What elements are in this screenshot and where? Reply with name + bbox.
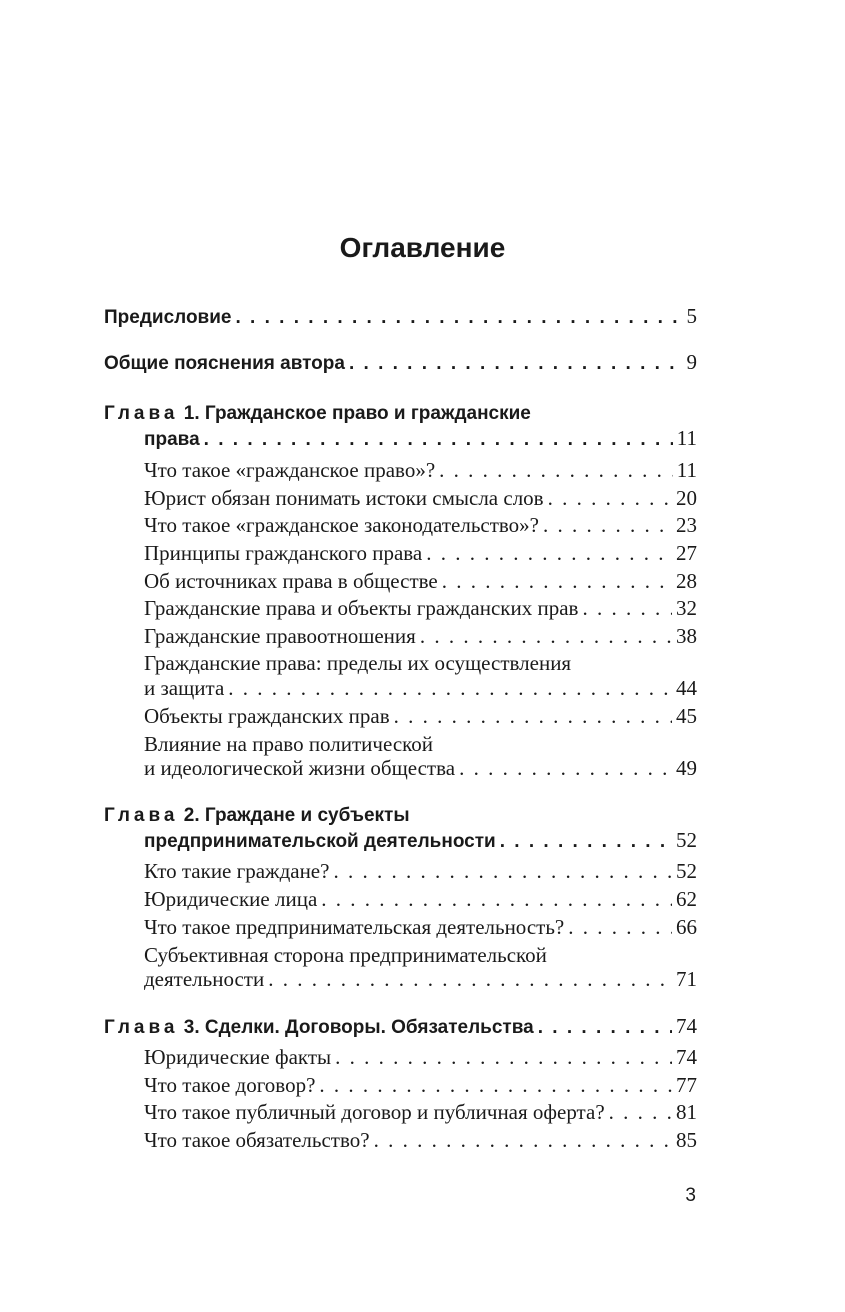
toc-entry-page: 28 (676, 569, 697, 593)
chapter-title-cont: права (144, 429, 200, 450)
toc-entry-title: Что такое обязательство? (144, 1128, 370, 1152)
toc-entry-title: Юрист обязан понимать истоки смысла слов (144, 486, 544, 510)
dot-leader (333, 857, 672, 885)
chapter-1-heading-cont[interactable] (144, 424, 697, 454)
toc-entry-page: 71 (676, 967, 697, 991)
toc-entry[interactable] (144, 1043, 697, 1071)
toc-entry-page: 85 (676, 1128, 697, 1152)
toc-entry-page: 74 (676, 1045, 697, 1069)
toc-entry-page: 9 (686, 350, 697, 374)
toc-entry[interactable] (144, 1126, 697, 1154)
chapter-title: Сделки. Договоры. Обязательства (204, 1017, 534, 1038)
toc-entry-title: Гражданские правоотношения (144, 624, 416, 648)
toc-entry-page: 81 (676, 1100, 697, 1124)
toc-entry[interactable] (144, 674, 697, 702)
dot-leader (374, 1126, 672, 1154)
toc-entry-title: Гражданские права и объекты гражданских прав (144, 596, 579, 620)
dot-leader (335, 1043, 672, 1071)
toc-entry-title: Что такое предпринимательская деятельность? (144, 915, 565, 939)
toc-entry[interactable] (144, 702, 697, 730)
toc-entry-title: Что такое «гражданское законодательство»? (144, 513, 539, 537)
toc-entry-line1[interactable]: Гражданские права: пределы их осуществления (144, 651, 572, 675)
toc-entry-page: 11 (676, 426, 697, 450)
toc-entry-title: Объекты гражданских прав (144, 704, 390, 728)
dot-leader (420, 622, 672, 650)
dot-leader (426, 539, 672, 567)
chapter-label: Глава (104, 1017, 179, 1038)
dot-leader (538, 1014, 672, 1042)
toc-entry-title: Что такое «гражданское право»? (144, 458, 436, 482)
toc-entry-page: 77 (676, 1073, 697, 1097)
chapter-number: 3. (183, 1017, 200, 1038)
dot-leader (268, 965, 672, 993)
dot-leader (349, 350, 681, 378)
chapter-label: Глава (104, 403, 179, 424)
toc-entry-title: Об источниках права в обществе (144, 569, 438, 593)
toc-entry-title: Предисловие (104, 307, 232, 328)
toc-entry[interactable] (144, 594, 697, 622)
chapter-2-heading-cont[interactable] (144, 826, 697, 856)
toc-entry-title: Общие пояснения автора (104, 353, 345, 374)
dot-leader (394, 702, 672, 730)
chapter-title: Гражданское право и гражданские (204, 403, 531, 424)
toc-entry-title: Юридические лица (144, 887, 318, 911)
dot-leader (548, 484, 672, 512)
toc-entry-title: и идеологической жизни общества (144, 756, 456, 780)
toc-entry-title: и защита (144, 676, 225, 700)
toc-entry-page: 45 (676, 704, 697, 728)
page-title: Оглавление (339, 232, 506, 263)
toc-entry-page: 74 (676, 1014, 697, 1038)
dot-leader (543, 511, 672, 539)
chapter-3-heading[interactable] (104, 1012, 697, 1042)
chapter-label: Глава (104, 805, 179, 826)
dot-leader (204, 426, 673, 454)
toc-entry-line1[interactable]: Субъективная сторона предпринимательской (144, 943, 547, 967)
toc-entry-title: деятельности (144, 967, 265, 991)
toc-entry-page: 66 (676, 915, 697, 939)
toc-entry-page: 38 (676, 624, 697, 648)
dot-leader (568, 913, 672, 941)
toc-entry-page: 11 (676, 458, 697, 482)
toc-entry-page: 52 (676, 859, 697, 883)
dot-leader (582, 594, 672, 622)
toc-entry[interactable] (144, 622, 697, 650)
toc-entry-page: 20 (676, 486, 697, 510)
toc-entry[interactable] (144, 484, 697, 512)
toc-entry[interactable] (144, 857, 697, 885)
dot-leader (442, 567, 672, 595)
dot-leader (236, 304, 682, 332)
toc-entry-page: 5 (686, 304, 697, 328)
toc-entry-page: 52 (676, 828, 697, 852)
chapter-number: 2. (183, 805, 200, 826)
toc-entry-preface[interactable] (104, 302, 697, 332)
dot-leader (500, 828, 672, 856)
dot-leader (321, 885, 672, 913)
toc-entry-page: 49 (676, 756, 697, 780)
dot-leader (459, 754, 672, 782)
toc-entry[interactable] (144, 965, 697, 993)
dot-leader (319, 1071, 672, 1099)
toc-entry[interactable] (144, 754, 697, 782)
chapter-number: 1. (183, 403, 200, 424)
dot-leader (609, 1098, 672, 1126)
toc-entry[interactable] (144, 539, 697, 567)
toc-entry-title: Что такое публичный договор и публичная оферта? (144, 1100, 605, 1124)
dot-leader (228, 674, 672, 702)
page-number: 3 (685, 1185, 696, 1206)
chapter-heading-text (104, 1014, 534, 1042)
toc-entry[interactable] (144, 511, 697, 539)
toc-entry-page: 62 (676, 887, 697, 911)
toc-entry[interactable] (144, 885, 697, 913)
chapter-title: Граждане и субъекты (204, 805, 410, 826)
toc-entry-page: 44 (676, 676, 697, 700)
toc-entry-page: 27 (676, 541, 697, 565)
toc-entry-page: 23 (676, 513, 697, 537)
toc-entry[interactable] (144, 1098, 697, 1126)
toc-entry-general[interactable] (104, 348, 697, 378)
toc-entry[interactable] (144, 913, 697, 941)
chapter-title-cont: предпринимательской деятельности (144, 831, 496, 852)
dot-leader (439, 456, 673, 484)
toc-entry-title: Кто такие граждане? (144, 859, 330, 883)
toc-entry-page: 32 (676, 596, 697, 620)
toc-entry-title: Что такое договор? (144, 1073, 316, 1097)
toc-entry[interactable] (144, 1071, 697, 1099)
toc-entry-title: Юридические факты (144, 1045, 332, 1069)
toc-entry[interactable] (144, 456, 697, 484)
toc-entry-title: Принципы гражданского права (144, 541, 423, 565)
toc-entry-line1[interactable]: Влияние на право политической (144, 732, 434, 756)
toc-entry[interactable] (144, 567, 697, 595)
